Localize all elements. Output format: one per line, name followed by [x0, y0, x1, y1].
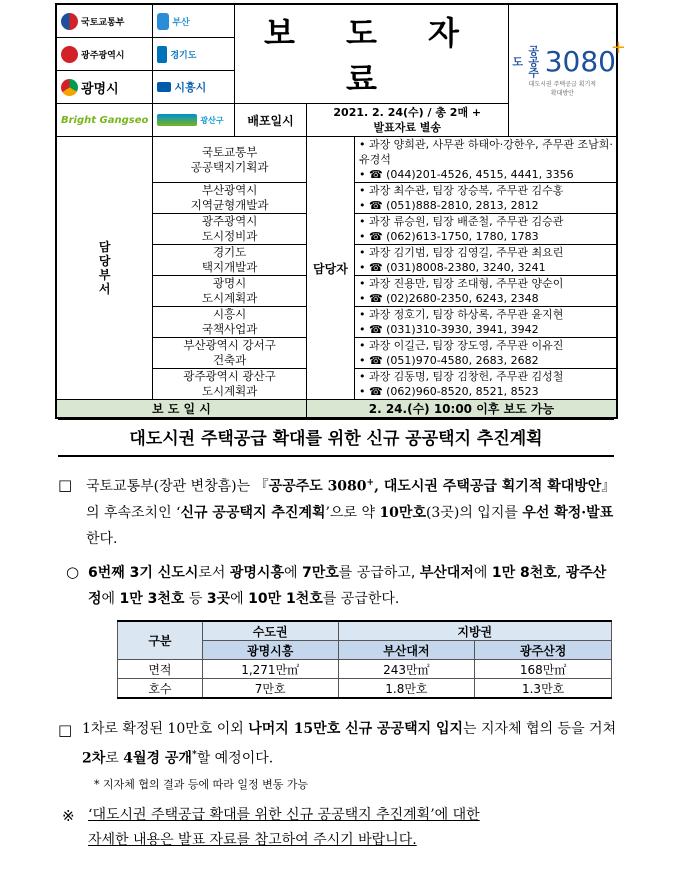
logo-cell: 광명시 [56, 71, 153, 104]
contact-side-label: 담당자 [306, 137, 354, 400]
report-time-label: 보 도 일 시 [56, 400, 306, 419]
logo-cell: 광주광역시 [56, 38, 153, 71]
square-bullet: □ [58, 721, 73, 739]
dept-side-label: 담당부서 [56, 137, 153, 400]
contact-info: • 과장 이길근, 팀장 장도영, 주무관 이유진 • ☎ (051)970-4580, 2683, 2682 [354, 338, 617, 369]
press-release-header [55, 3, 626, 419]
contact-info: • 과장 김기범, 팀장 김영길, 주무관 최요린 • ☎ (031)8008-2380, 3240, 3241 [354, 245, 617, 276]
paragraph-3: 1차로 확정된 10만호 이외 나머지 15만호 신규 공공택지 입지는 지자체 협의 등을 거쳐 2차로 4월경 공개*할 예정이다. [82, 721, 617, 767]
gwangju-logo [61, 46, 78, 63]
logo-cell: 경기도 [153, 38, 235, 71]
department: 경기도 택지개발과 [153, 245, 307, 276]
group-header: 수도권 [202, 621, 338, 641]
department: 광주광역시 도시정비과 [153, 214, 307, 245]
logo-cell: Bright Gangseo [56, 104, 153, 137]
logo-cell: 광산구 [153, 104, 235, 137]
contact-info: • 과장 양희관, 사무관 하태아·강한우, 주무관 조남희·유경석 • ☎ (044)201-4526, 4515, 4441, 3356 [354, 137, 617, 183]
gwangmyeong-logo [61, 79, 78, 96]
release-date: 2021. 2. 24(수) / 총 2매 + 발표자료 별송 [306, 104, 508, 137]
logo-cell: 시흥시 [153, 71, 235, 104]
site-header: 광명시흥 [202, 641, 338, 660]
report-time-value: 2. 24.(수) 10:00 이후 보도 가능 [306, 400, 617, 419]
logo-cell: 부산 [153, 4, 235, 38]
contact-row [56, 137, 617, 183]
department: 국토교통부 공공택지기획과 [153, 137, 307, 183]
brand-logo [508, 4, 626, 137]
molit-logo [61, 13, 78, 30]
paragraph-1: 국토교통부(장관 변창흠)는 『공공주도 3080+, 대도시권 주택공급 획기적 확대방안』의 후속조치인 ‘신규 공공택지 추진계획’으로 약 10만호(3곳)의 입지를 우선 확정·발표한다. [86, 478, 616, 547]
col-label: 구분 [118, 621, 203, 660]
department: 부산광역시 강서구 건축과 [153, 338, 307, 369]
contact-info: • 과장 최수관, 팀장 장승복, 주무관 김수홍 • ☎ (051)888-2810, 2813, 2812 [354, 183, 617, 214]
site-header: 광주산정 [475, 641, 612, 660]
site-stats-table [117, 620, 612, 699]
contact-info: • 과장 진용만, 팀장 조대형, 주무관 양순이 • ☎ (02)2680-2350, 6243, 2348 [354, 276, 617, 307]
report-time-row [56, 400, 617, 419]
contact-info: • 과장 김동명, 팀장 김창헌, 주무관 김성철 • ☎ (062)960-8520, 8521, 8523 [354, 369, 617, 400]
table-row: 호수 7만호 1.8만호 1.3만호 [118, 679, 612, 699]
busan-logo [157, 13, 169, 30]
brand-subtitle: 대도시권 주택공급 획기적 확대방안 [528, 80, 597, 97]
group-header: 지방권 [338, 621, 611, 641]
department: 광주광역시 광산구 도시계획과 [153, 369, 307, 400]
department: 광명시 도시계획과 [153, 276, 307, 307]
siheung-logo [157, 82, 171, 92]
department: 부산광역시 지역균형개발과 [153, 183, 307, 214]
circle-bullet: ○ [66, 563, 80, 581]
department: 시흥시 국책사업과 [153, 307, 307, 338]
contact-info: • 과장 정호기, 팀장 하상록, 주무관 윤지현 • ☎ (031)310-3930, 3941, 3942 [354, 307, 617, 338]
headline: 대도시권 주택공급 확대를 위한 신규 공공택지 추진계획 [58, 418, 614, 457]
square-bullet: □ [58, 476, 73, 494]
brand-number: 3080 [544, 45, 616, 78]
logo-cell: 국토교통부 [56, 4, 153, 38]
contact-info: • 과장 류승원, 팀장 배준철, 주무관 김승관 • ☎ (062)613-1750, 1780, 1783 [354, 214, 617, 245]
page-title: 보 도 자 료 [235, 4, 508, 104]
release-label: 배포일시 [235, 104, 307, 137]
paragraph-2: 6번째 3기 신도시로서 광명시흥에 7만호를 공급하고, 부산대저에 1만 8천호, 광주산정에 1만 3천호 등 3곳에 10만 1천호를 공급한다. [88, 565, 607, 607]
closing-note: ‘대도시권 주택공급 확대를 위한 신규 공공택지 추진계획’에 대한 자세한 내용은 발표 자료를 참고하여 주시기 바랍니다. [88, 807, 480, 848]
footnote: * 지자체 협의 결과 등에 따라 일정 변동 가능 [94, 778, 309, 791]
gwangsan-logo [157, 114, 197, 126]
brand-text: 공공주도 [510, 45, 540, 78]
reference-mark: ※ [62, 807, 75, 825]
site-header: 부산대저 [338, 641, 475, 660]
plus-icon: + [610, 37, 626, 58]
gyeonggi-logo [157, 46, 167, 63]
table-row: 면적 1,271만㎡ 243만㎡ 168만㎡ [118, 660, 612, 679]
